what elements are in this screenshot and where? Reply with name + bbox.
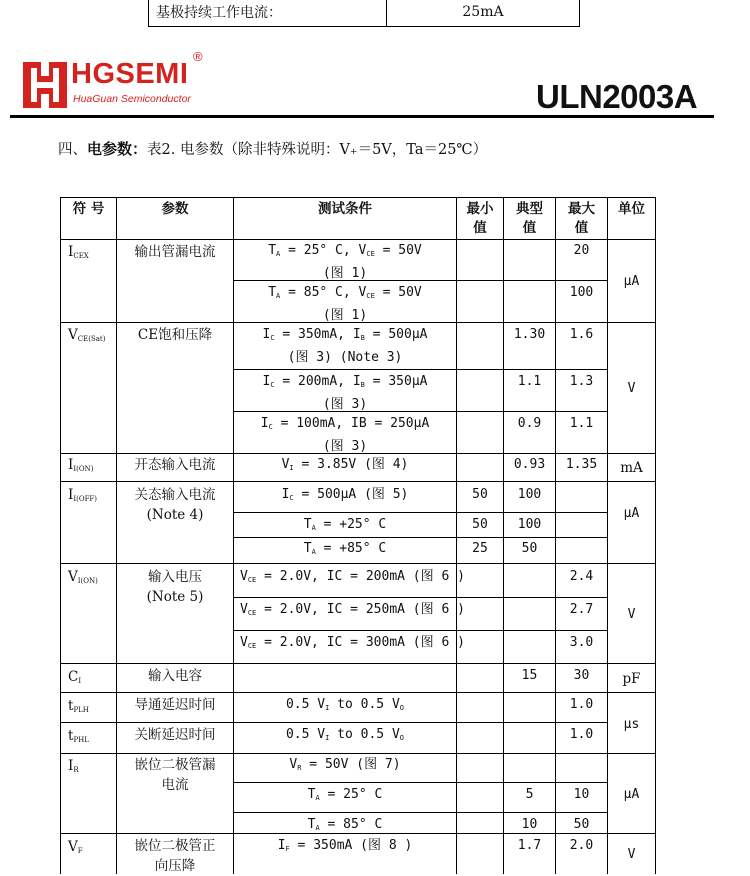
symbol-icex: $I_{CEX}$ <box>68 244 89 260</box>
param-icex: 输出管漏电流 <box>134 244 216 260</box>
unit-icex: μA <box>623 274 640 289</box>
header-unit: 单位 <box>618 201 645 217</box>
param-tphl: 关断延迟时间 <box>134 727 216 743</box>
max-vce-1: 1.6 <box>569 327 594 342</box>
max-vce-2: 1.3 <box>569 374 594 389</box>
cond-ii-off-1: $I_C = 500\mu A$ (图 5) <box>281 487 409 502</box>
symbol-tplh: $t_{PLH}$ <box>68 698 89 714</box>
cond-vce-3: $I_C = 100mA$, IB = 250μA (图 3) <box>260 416 430 454</box>
header-typ-line2: 值 <box>522 220 537 236</box>
typ-ci: 15 <box>521 668 538 683</box>
cond-ii-off-3: $T_A = +85^\circ$ C <box>303 541 387 556</box>
cond-ir-3: $T_A = 85^\circ$ C <box>307 817 383 832</box>
symbol-vi-on: $V_{I(ON)}$ <box>68 569 98 585</box>
symbol-ci: $C_I$ <box>68 669 82 685</box>
unit-ii-on: mA <box>620 460 643 476</box>
section-number: 四、 <box>58 142 87 158</box>
max-vce-3: 1.1 <box>569 416 594 431</box>
typ-ir-2: 5 <box>525 787 534 802</box>
symbol-vf: $V_F$ <box>68 839 83 855</box>
min-ii-off-3: 25 <box>472 541 488 556</box>
cond-ii-off-2: $T_A = +25^\circ$ C <box>303 517 387 532</box>
header-param: 参数 <box>161 201 189 217</box>
header-min <box>457 200 503 238</box>
max-ci: 30 <box>573 668 590 683</box>
typ-vce-1: 1.30 <box>513 327 546 342</box>
unit-vce: V <box>627 381 636 396</box>
param-tplh: 导通延迟时间 <box>134 697 216 713</box>
typ-vce-3: 0.9 <box>517 416 542 431</box>
symbol-tphl: $t_{PHL}$ <box>68 728 89 744</box>
header-max <box>556 200 607 238</box>
logo-subtitle: HuaGuan Semiconductor <box>73 93 191 105</box>
max-tphl: 1.0 <box>569 727 594 742</box>
cond-icex-1: $T_A = 25^\circ$ C, $V_{CE} = 50V$ (图 1) <box>268 243 422 281</box>
symbol-ii-off: $I_{I(OFF)}$ <box>68 487 98 503</box>
unit-vf: V <box>627 847 636 862</box>
max-icex-1: 20 <box>573 243 590 258</box>
cond-ir-1: $V_R = 50V$ (图 7) <box>289 757 401 772</box>
header-min-line2: 值 <box>473 220 487 236</box>
param-vce-sat: CE饱和压降 <box>137 327 213 343</box>
unit-ir: μA <box>623 787 640 802</box>
registered-mark: ® <box>193 49 203 64</box>
cond-vf: $I_F = 350mA$ (图 8 ) <box>277 838 413 853</box>
typ-vf: 1.7 <box>517 838 542 853</box>
max-vi-on-2: 2.7 <box>569 602 594 617</box>
cond-vce-1: $I_C = 350mA$, $I_B = 500\mu A$ (图 3) (Note 3) <box>262 327 428 365</box>
symbol-ir: $I_R$ <box>68 758 79 774</box>
prev-value-cell: 25mA <box>387 0 580 27</box>
typ-ii-off-3: 50 <box>521 541 538 556</box>
param-vi-on: 输入电压 (Note 5) <box>146 569 204 605</box>
param-ir: 嵌位二极管漏 电流 <box>134 757 216 793</box>
header-max-line2: 值 <box>574 220 589 236</box>
header-symbol: 符 号 <box>72 201 105 217</box>
max-vi-on-1: 2.4 <box>569 569 594 584</box>
max-icex-2: 100 <box>569 285 594 300</box>
cond-ii-on: $V_I = 3.85V$ (图 4) <box>281 457 409 472</box>
typ-ir-3: 10 <box>521 817 538 832</box>
typ-ii-off-1: 100 <box>517 487 542 502</box>
header-condition: 测试条件 <box>318 201 372 217</box>
cond-vi-on-3: $V_{CE} = 2.0V$, IC = 300mA (图 6 ) <box>240 635 465 650</box>
section-title: 电参数： <box>87 140 148 158</box>
typ-ii-off-2: 100 <box>517 517 542 532</box>
cond-icex-2: $T_A = 85^\circ$ C, $V_{CE} = 50V$ (图 1) <box>268 285 422 323</box>
unit-time: μs <box>623 717 640 732</box>
cond-vce-2: $I_C = 200mA$, $I_B = 350\mu A$ (图 3) <box>262 374 428 412</box>
prev-param-cell: 基极持续工作电流： <box>149 0 387 27</box>
param-vf: 嵌位二极管正 向压降 <box>134 838 216 874</box>
max-vi-on-3: 3.0 <box>569 635 594 650</box>
param-ci: 输入电容 <box>148 668 202 684</box>
min-ii-off-1: 50 <box>472 487 488 502</box>
unit-ii-off: μA <box>623 506 640 521</box>
section-description: 表2. 电参数（除非特殊说明：V₊＝5V，Ta＝25℃） <box>147 142 488 158</box>
max-ii-on: 1.35 <box>565 457 598 472</box>
typ-ii-on: 0.93 <box>513 457 546 472</box>
header-max-line1: 最大 <box>568 201 595 217</box>
cond-tplh: 0.5 $V_I$ to 0.5 $V_O$ <box>285 697 405 712</box>
unit-ci: pF <box>622 671 641 687</box>
symbol-ii-on: $I_{I(ON)}$ <box>68 457 94 473</box>
min-ii-off-2: 50 <box>472 517 488 532</box>
logo-brand-text: HGSEMI <box>71 58 189 90</box>
param-ii-off: 关态输入电流 (Note 4) <box>134 487 216 523</box>
max-ir-2: 10 <box>573 787 590 802</box>
cond-tphl: 0.5 $V_I$ to 0.5 $V_O$ <box>285 727 405 742</box>
param-ii-on: 开态输入电流 <box>134 457 216 473</box>
part-number: ULN2003A <box>536 78 698 115</box>
cond-vi-on-1: $V_{CE} = 2.0V$, IC = 200mA (图 6 ) <box>240 569 465 584</box>
header-min-line1: 最小 <box>466 201 494 217</box>
cond-vi-on-2: $V_{CE} = 2.0V$, IC = 250mA (图 6 ) <box>240 602 465 617</box>
max-tplh: 1.0 <box>569 697 594 712</box>
header-typ-line1: 典型 <box>516 201 543 217</box>
max-vf: 2.0 <box>569 838 594 853</box>
symbol-vce-sat: $V_{CE(Sat)}$ <box>68 327 106 343</box>
cond-ir-2: $T_A = 25^\circ$ C <box>307 787 383 802</box>
unit-vi-on: V <box>627 607 636 622</box>
typ-vce-2: 1.1 <box>517 374 542 389</box>
max-ir-3: 50 <box>573 817 590 832</box>
header-typ <box>504 200 555 238</box>
